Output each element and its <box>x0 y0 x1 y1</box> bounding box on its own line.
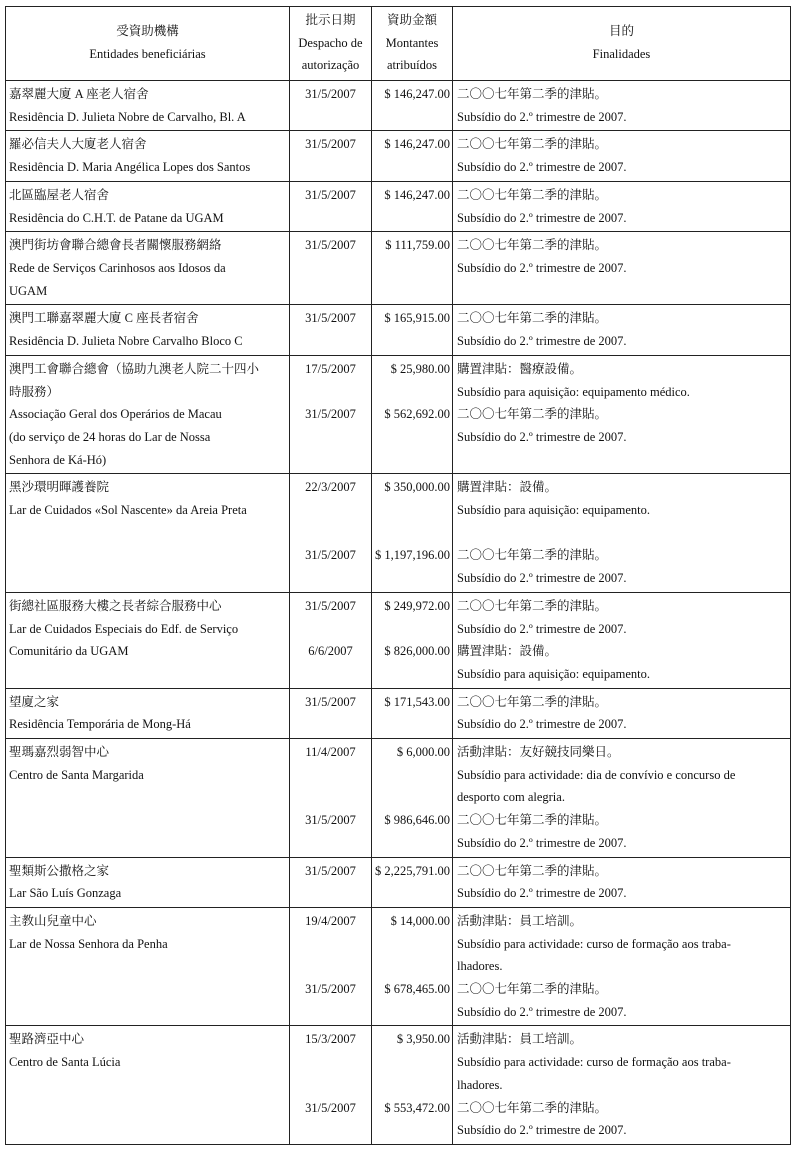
entity-line: 主教山兒童中心 <box>9 913 97 928</box>
grant-date: 19/4/2007 <box>305 913 356 928</box>
date-cell <box>290 739 372 858</box>
spacer <box>290 499 371 522</box>
purpose-line: 活動津貼：員工培訓。 <box>457 1032 583 1047</box>
purpose-line: lhadores. <box>457 959 503 974</box>
grant-amount: $ 146,247.00 <box>384 187 450 202</box>
date-cell <box>290 355 372 474</box>
grant-date: 31/5/2007 <box>305 311 356 326</box>
entity-line: Senhora de Ká-Hó) <box>9 452 107 467</box>
grant-date: 22/3/2007 <box>305 480 356 495</box>
grant-amount: $ 249,972.00 <box>384 598 450 613</box>
amount-cell <box>372 305 453 355</box>
entity-cell <box>6 131 290 181</box>
purpose-line: Subsídio do 2.º trimestre de 2007. <box>457 334 627 349</box>
purpose-line: 二〇〇七年第二季的津貼。 <box>457 863 608 878</box>
purpose-line: Subsídio para aquisição: equipamento. <box>457 666 651 681</box>
entity-cell <box>6 1026 290 1145</box>
entity-line: Residência D. Julieta Nobre Carvalho Bloco C <box>9 334 243 349</box>
grant-amount: $ 6,000.00 <box>396 745 450 760</box>
entity-line: Lar São Luís Gonzaga <box>9 886 122 901</box>
table-row <box>6 131 791 181</box>
purpose-line: Subsídio do 2.º trimestre de 2007. <box>457 1004 627 1019</box>
grant-amount: $ 562,692.00 <box>384 407 450 422</box>
purpose-line: Subsídio para aquisição: equipamento médico. <box>457 384 690 399</box>
amount-cell <box>372 857 453 907</box>
entity-line: 澳門工會聯合總會（協助九澳老人院二十四小 <box>9 361 260 376</box>
purpose-cell <box>453 474 791 593</box>
grant-amount: $ 146,247.00 <box>384 137 450 152</box>
header-amount-pt2: atribuídos <box>387 58 437 73</box>
entity-line: 聖瑪嘉烈弱智中心 <box>9 745 110 760</box>
grant-date: 31/5/2007 <box>305 548 356 563</box>
entity-cell <box>6 232 290 305</box>
purpose-line: 活動津貼：友好競技同樂日。 <box>457 745 620 760</box>
spacer <box>290 955 371 978</box>
purpose-cell <box>453 131 791 181</box>
spacer <box>372 955 450 978</box>
grant-date: 31/5/2007 <box>305 863 356 878</box>
purpose-line: Subsídio do 2.º trimestre de 2007. <box>457 1123 627 1138</box>
entity-line: Lar de Nossa Senhora da Penha <box>9 936 168 951</box>
grant-date: 31/5/2007 <box>305 187 356 202</box>
entity-line: Residência D. Julieta Nobre de Carvalho, Bl. A <box>9 109 246 124</box>
grant-date: 31/5/2007 <box>305 813 356 828</box>
spacer <box>290 381 371 404</box>
purpose-line: desporto com alegria. <box>457 790 565 805</box>
grant-amount: $ 553,472.00 <box>384 1100 450 1115</box>
header-purpose-zh: 目的 <box>608 24 634 39</box>
grant-date: 31/5/2007 <box>305 982 356 997</box>
entity-line: 望廈之家 <box>9 694 60 709</box>
spacer <box>290 764 371 787</box>
spacer <box>372 522 450 545</box>
date-cell <box>290 907 372 1026</box>
spacer <box>372 618 450 641</box>
subsidy-document <box>5 6 790 1145</box>
entity-line: (do serviço de 24 horas do Lar de Nossa <box>9 429 211 444</box>
entity-cell <box>6 907 290 1026</box>
grant-amount: $ 350,000.00 <box>384 480 450 495</box>
amount-cell <box>372 232 453 305</box>
entity-line: UGAM <box>9 283 48 298</box>
date-cell <box>290 1026 372 1145</box>
date-cell <box>290 81 372 131</box>
entity-cell <box>6 474 290 593</box>
purpose-line: 二〇〇七年第二季的津貼。 <box>457 407 608 422</box>
table-row <box>6 81 791 131</box>
grant-amount: $ 171,543.00 <box>384 694 450 709</box>
grant-amount: $ 826,000.00 <box>384 644 450 659</box>
amount-cell <box>372 592 453 688</box>
entity-line: 羅必信夫人大廈老人宿舍 <box>9 137 147 152</box>
purpose-line: Subsídio do 2.º trimestre de 2007. <box>457 717 627 732</box>
purpose-line: Subsídio do 2.º trimestre de 2007. <box>457 109 627 124</box>
purpose-line: Subsídio do 2.º trimestre de 2007. <box>457 835 627 850</box>
table-row <box>6 305 791 355</box>
grant-amount: $ 678,465.00 <box>384 982 450 997</box>
entity-line: Residência Temporária de Mong-Há <box>9 717 191 732</box>
table-header-row <box>6 7 791 81</box>
spacer <box>372 499 450 522</box>
purpose-line: 購置津貼：設備。 <box>457 644 558 659</box>
spacer <box>372 764 450 787</box>
table-row <box>6 739 791 858</box>
grant-date: 31/5/2007 <box>305 598 356 613</box>
purpose-line: Subsídio para aquisição: equipamento. <box>457 503 651 518</box>
purpose-line: 二〇〇七年第二季的津貼。 <box>457 982 608 997</box>
grant-date: 15/3/2007 <box>305 1032 356 1047</box>
entity-cell <box>6 739 290 858</box>
entity-cell <box>6 857 290 907</box>
entity-cell <box>6 81 290 131</box>
spacer <box>372 1051 450 1074</box>
table-row <box>6 355 791 474</box>
purpose-line: 二〇〇七年第二季的津貼。 <box>457 187 608 202</box>
amount-cell <box>372 1026 453 1145</box>
purpose-line: 購置津貼：設備。 <box>457 480 558 495</box>
entity-line: 聖類斯公撒格之家 <box>9 863 110 878</box>
table-row <box>6 857 791 907</box>
date-cell <box>290 688 372 738</box>
purpose-line: 二〇〇七年第二季的津貼。 <box>457 311 608 326</box>
amount-cell <box>372 355 453 474</box>
spacer <box>372 1074 450 1097</box>
header-date-zh: 批示日期 <box>305 13 356 27</box>
spacer <box>372 786 450 809</box>
purpose-cell <box>453 688 791 738</box>
header-entity-pt: Entidades beneficiárias <box>89 47 206 62</box>
entity-line: Comunitário da UGAM <box>9 644 129 659</box>
spacer <box>372 933 450 956</box>
amount-cell <box>372 181 453 231</box>
purpose-cell <box>453 739 791 858</box>
header-amount <box>372 7 453 81</box>
header-purpose-pt: Finalidades <box>592 47 651 62</box>
purpose-cell <box>453 81 791 131</box>
purpose-line: Subsídio do 2.º trimestre de 2007. <box>457 571 627 586</box>
entity-line: 北區臨屋老人宿舍 <box>9 187 110 202</box>
table-row <box>6 181 791 231</box>
purpose-line: 二〇〇七年第二季的津貼。 <box>457 598 608 613</box>
grant-amount: $ 146,247.00 <box>384 87 450 102</box>
entity-line: 黑沙環明暉護養院 <box>9 480 110 495</box>
grant-amount: $ 1,197,196.00 <box>375 548 450 563</box>
purpose-cell <box>453 232 791 305</box>
purpose-line: 二〇〇七年第二季的津貼。 <box>457 813 608 828</box>
amount-cell <box>372 131 453 181</box>
entity-cell <box>6 688 290 738</box>
purpose-cell <box>453 305 791 355</box>
amount-cell <box>372 81 453 131</box>
entity-line: 嘉翠麗大廈 A 座老人宿舍 <box>9 87 149 102</box>
purpose-cell <box>453 907 791 1026</box>
grant-date: 31/5/2007 <box>305 137 356 152</box>
table-row <box>6 232 791 305</box>
spacer <box>290 1051 371 1074</box>
entity-line: 聖路濟亞中心 <box>9 1032 85 1047</box>
entity-line: Centro de Santa Lúcia <box>9 1055 121 1070</box>
spacer <box>290 933 371 956</box>
entity-line: Lar de Cuidados «Sol Nascente» da Areia Preta <box>9 503 247 518</box>
purpose-cell <box>453 857 791 907</box>
spacer <box>290 786 371 809</box>
table-row <box>6 1026 791 1145</box>
entity-line: 街總社區服務大樓之長者綜合服務中心 <box>9 598 222 613</box>
header-date-pt1: Despacho de <box>298 35 363 50</box>
amount-cell <box>372 688 453 738</box>
grant-date: 17/5/2007 <box>305 361 356 376</box>
entity-cell <box>6 181 290 231</box>
amount-cell <box>372 739 453 858</box>
header-date-pt2: autorização <box>301 58 360 73</box>
purpose-line: 二〇〇七年第二季的津貼。 <box>457 1100 608 1115</box>
header-date <box>290 7 372 81</box>
purpose-cell <box>453 181 791 231</box>
date-cell <box>290 131 372 181</box>
entity-cell <box>6 305 290 355</box>
grant-date: 31/5/2007 <box>305 87 356 102</box>
header-purpose <box>453 7 791 81</box>
grant-amount: $ 3,950.00 <box>396 1032 450 1047</box>
date-cell <box>290 592 372 688</box>
entity-line: 澳門工聯嘉翠麗大廈 C 座長者宿舍 <box>9 311 199 326</box>
grant-date: 11/4/2007 <box>305 745 356 760</box>
grant-date: 31/5/2007 <box>305 694 356 709</box>
spacer <box>372 381 450 404</box>
grant-amount: $ 165,915.00 <box>384 311 450 326</box>
spacer <box>290 618 371 641</box>
purpose-cell <box>453 1026 791 1145</box>
header-entity-zh: 受資助機構 <box>116 24 179 39</box>
subsidy-table <box>5 6 791 1145</box>
purpose-line: Subsídio do 2.º trimestre de 2007. <box>457 210 627 225</box>
amount-cell <box>372 474 453 593</box>
date-cell <box>290 305 372 355</box>
purpose-line: 二〇〇七年第二季的津貼。 <box>457 238 608 253</box>
grant-date: 31/5/2007 <box>305 238 356 253</box>
entity-line: Centro de Santa Margarida <box>9 767 144 782</box>
purpose-line: 二〇〇七年第二季的津貼。 <box>457 137 608 152</box>
entity-line: 時服務） <box>9 384 60 399</box>
header-entity <box>6 7 290 81</box>
entity-cell <box>6 355 290 474</box>
purpose-line: Subsídio para actividade: curso de formação aos traba- <box>457 1055 731 1070</box>
purpose-line: 二〇〇七年第二季的津貼。 <box>457 548 608 563</box>
purpose-line: 二〇〇七年第二季的津貼。 <box>457 694 608 709</box>
table-row <box>6 592 791 688</box>
table-row <box>6 474 791 593</box>
purpose-line: 二〇〇七年第二季的津貼。 <box>457 87 608 102</box>
grant-date: 31/5/2007 <box>305 1100 356 1115</box>
purpose-line: Subsídio do 2.º trimestre de 2007. <box>457 260 627 275</box>
purpose-line: Subsídio do 2.º trimestre de 2007. <box>457 621 627 636</box>
spacer <box>290 522 371 545</box>
grant-amount: $ 986,646.00 <box>384 813 450 828</box>
entity-line: Lar de Cuidados Especiais do Edf. de Serviço <box>9 621 239 636</box>
grant-amount: $ 14,000.00 <box>390 913 450 928</box>
date-cell <box>290 857 372 907</box>
purpose-line: 購置津貼：醫療設備。 <box>457 361 583 376</box>
purpose-line: Subsídio do 2.º trimestre de 2007. <box>457 160 627 175</box>
entity-line: 澳門街坊會聯合總會長者關懷服務網絡 <box>9 238 222 253</box>
purpose-cell <box>453 355 791 474</box>
date-cell <box>290 232 372 305</box>
purpose-line: Subsídio para actividade: dia de convívio e concurso de <box>457 767 736 782</box>
table-body <box>6 81 791 1145</box>
grant-amount: $ 2,225,791.00 <box>375 863 450 878</box>
entity-line: Associação Geral dos Operários de Macau <box>9 407 222 422</box>
date-cell <box>290 474 372 593</box>
spacer <box>290 1074 371 1097</box>
date-cell <box>290 181 372 231</box>
purpose-line: lhadores. <box>457 1077 503 1092</box>
table-row <box>6 688 791 738</box>
entity-cell <box>6 592 290 688</box>
purpose-line: Subsídio para actividade: curso de formação aos traba- <box>457 936 731 951</box>
entity-line: Rede de Serviços Carinhosos aos Idosos da <box>9 260 226 275</box>
purpose-line: Subsídio do 2.º trimestre de 2007. <box>457 886 627 901</box>
table-row <box>6 907 791 1026</box>
purpose-line: 活動津貼：員工培訓。 <box>457 913 583 928</box>
purpose-cell <box>453 592 791 688</box>
grant-date: 31/5/2007 <box>305 407 356 422</box>
entity-line: Residência D. Maria Angélica Lopes dos Santos <box>9 160 251 175</box>
purpose-line: Subsídio do 2.º trimestre de 2007. <box>457 429 627 444</box>
spacer <box>457 522 788 545</box>
grant-amount: $ 111,759.00 <box>385 238 450 253</box>
amount-cell <box>372 907 453 1026</box>
grant-date: 6/6/2007 <box>308 644 353 659</box>
grant-amount: $ 25,980.00 <box>390 361 450 376</box>
header-amount-zh: 資助金額 <box>386 13 437 27</box>
entity-line: Residência do C.H.T. de Patane da UGAM <box>9 210 224 225</box>
header-amount-pt1: Montantes <box>385 35 439 50</box>
